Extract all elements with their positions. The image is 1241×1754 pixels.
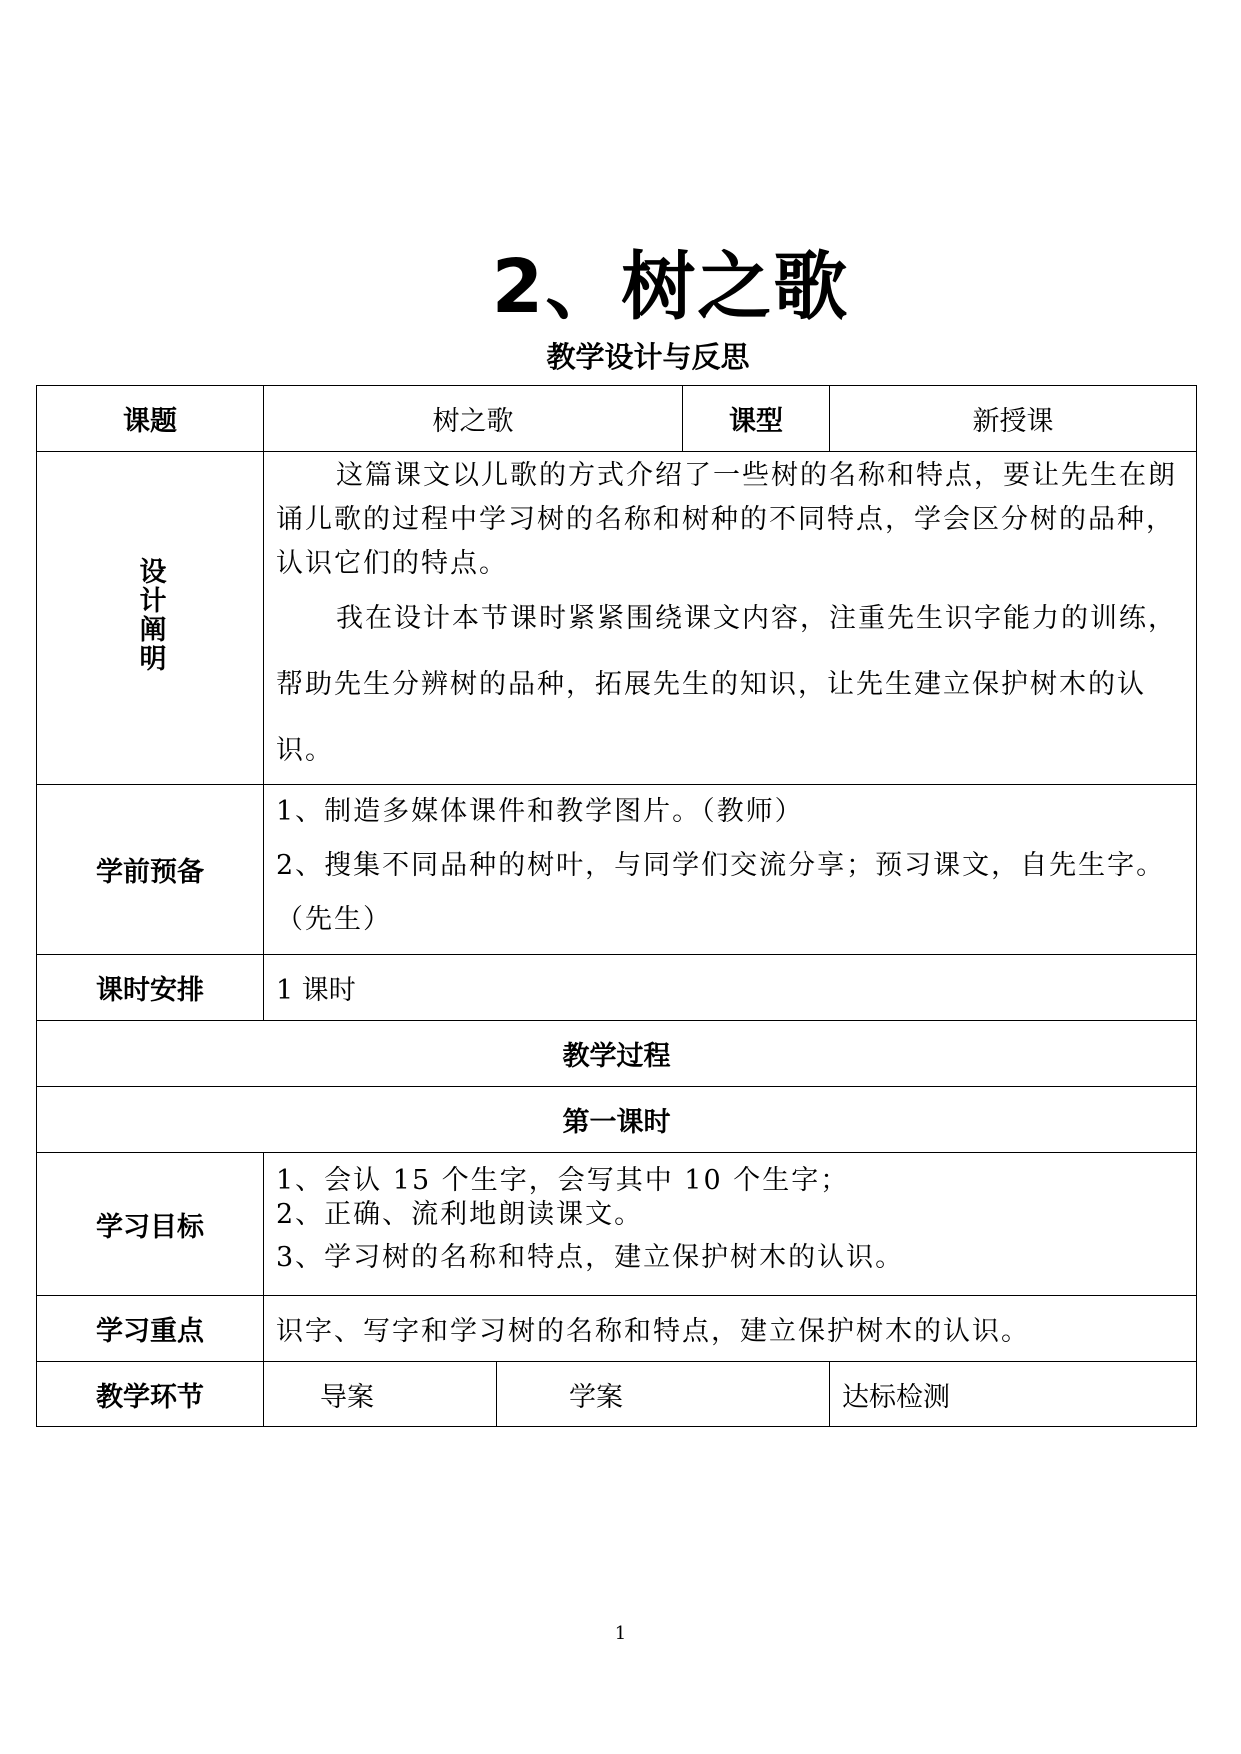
prep-content (264, 785, 1197, 955)
row-design (37, 452, 1197, 785)
section-teaching-process: 教学过程 (37, 1021, 1197, 1087)
row-process (37, 1021, 1197, 1087)
section-first-lesson: 第一课时 (37, 1087, 1197, 1153)
design-content (264, 452, 1197, 785)
page-number: 1 (614, 1623, 627, 1644)
goal-item-1: 1、会认 15 个生字，会写其中 10 个生字； (276, 1165, 850, 1196)
goal-item-3: 3、学习树的名称和特点，建立保护树木的认识。 (276, 1242, 905, 1273)
topic-label: 课题 (37, 386, 264, 452)
row-focus (37, 1296, 1197, 1362)
prep-line-2: 2、搜集不同品种的树叶，与同学们交流分享；预习课文，自先生字。（先生） (276, 850, 1166, 935)
design-paragraph-1: 这篇课文以儿歌的方式介绍了一些树的名称和特点，要让先生在朗诵儿歌的过程中学习树的名称和树种的不同特点，学会区分树的品种，认识它们的特点。 (276, 460, 1177, 579)
focus-label: 学习重点 (37, 1296, 264, 1362)
prep-label: 学前预备 (37, 785, 264, 955)
document-title: 2、树之歌 (491, 244, 850, 330)
row-goals (37, 1153, 1197, 1296)
steps-label: 教学环节 (37, 1362, 264, 1427)
row-prep (37, 785, 1197, 955)
document-subtitle: 教学设计与反思 (546, 340, 750, 374)
schedule-label: 课时安排 (37, 955, 264, 1021)
lesson-plan-table (36, 385, 1197, 1427)
lesson-type-value: 新授课 (830, 386, 1197, 452)
goal-item-2: 2、正确、流利地朗读课文。 (276, 1199, 644, 1230)
goals-label: 学习目标 (37, 1153, 264, 1296)
steps-assessment-header: 达标检测 (830, 1362, 1197, 1427)
steps-guide-header: 导案 (264, 1362, 497, 1427)
row-schedule (37, 955, 1197, 1021)
design-label: 设计阐明 (134, 556, 166, 673)
design-paragraph-2: 我在设计本节课时紧紧围绕课文内容，注重先生识字能力的训练，帮助先生分辨树的品种，拓展先生的知识，让先生建立保护树木的认识。 (276, 603, 1177, 766)
row-first-lesson (37, 1087, 1197, 1153)
row-topic (37, 386, 1197, 452)
topic-value: 树之歌 (264, 386, 683, 452)
steps-study-header: 学案 (497, 1362, 830, 1427)
focus-value: 识字、写字和学习树的名称和特点，建立保护树木的认识。 (264, 1296, 1197, 1362)
lesson-type-label: 课型 (683, 386, 830, 452)
goals-content (264, 1153, 1197, 1296)
row-steps (37, 1362, 1197, 1427)
design-label-cell (37, 452, 264, 785)
schedule-value: 1 课时 (264, 955, 1197, 1021)
prep-line-1: 1、制造多媒体课件和教学图片。（教师） (276, 796, 804, 827)
